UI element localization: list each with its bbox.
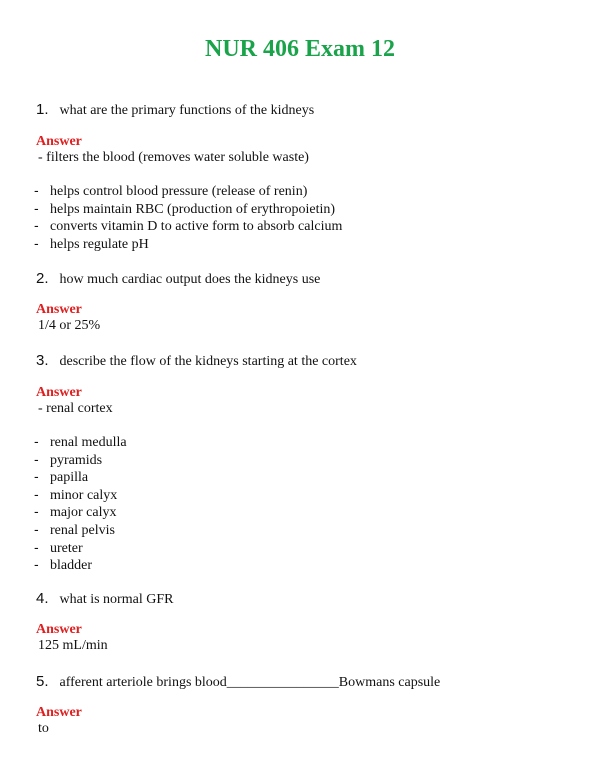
question-3: [36, 352, 357, 371]
question-2: [36, 270, 320, 289]
question-number: 1.: [36, 101, 49, 118]
list-item: - converts vitamin D to active form to absorb calcium: [34, 217, 343, 235]
question-text: afferent arteriole brings blood________________Bowmans capsule: [59, 675, 441, 690]
answer-text: 1/4 or 25%: [38, 318, 101, 333]
list-item: - helps maintain RBC (production of erythropoietin): [34, 199, 336, 217]
list-item: - ureter: [34, 538, 83, 556]
list-item: - renal medulla: [34, 433, 127, 450]
bullet-dash: -: [34, 433, 39, 449]
bullet-list: [34, 182, 342, 252]
bullet-dash: -: [34, 485, 39, 502]
answer-label: Answer: [36, 134, 82, 149]
list-item: - renal pelvis: [34, 520, 115, 538]
bullet-dash: -: [34, 503, 39, 520]
question-number: 4.: [36, 590, 49, 607]
question-5: [36, 673, 440, 692]
question-text: describe the flow of the kidneys starting at the cortex: [59, 354, 357, 369]
answer-label: Answer: [36, 302, 82, 317]
answer-label: Answer: [36, 385, 82, 400]
bullet-list: [34, 433, 127, 574]
bullet-dash: -: [34, 217, 39, 234]
bullet-dash: -: [34, 199, 39, 216]
question-number: 2.: [36, 270, 49, 287]
bullet-dash: -: [34, 520, 39, 537]
list-item: - helps regulate pH: [34, 234, 149, 252]
bullet-dash: -: [34, 556, 39, 573]
list-item: - pyramids: [34, 450, 103, 468]
question-text: what is normal GFR: [59, 592, 174, 607]
question-4: [36, 590, 173, 609]
answer-label: Answer: [36, 622, 82, 637]
answer-label: Answer: [36, 705, 82, 720]
question-number: 3.: [36, 352, 49, 369]
list-item: - major calyx: [34, 503, 117, 521]
question-number: 5.: [36, 673, 49, 690]
question-text: how much cardiac output does the kidneys use: [59, 272, 321, 287]
list-item: - papilla: [34, 468, 89, 486]
list-item: - bladder: [34, 556, 92, 574]
question-text: what are the primary functions of the kidneys: [59, 103, 315, 118]
bullet-dash: -: [34, 468, 39, 485]
list-item: - minor calyx: [34, 485, 118, 503]
answer-text: - filters the blood (removes water soluble waste): [38, 150, 309, 165]
page-title: NUR 406 Exam 12: [205, 36, 395, 62]
bullet-dash: -: [34, 234, 39, 251]
question-1: [36, 101, 314, 120]
bullet-dash: -: [34, 450, 39, 467]
bullet-dash: -: [34, 538, 39, 555]
answer-text: - renal cortex: [38, 401, 113, 416]
answer-text: 125 mL/min: [38, 638, 108, 653]
list-item: - helps control blood pressure (release of renin): [34, 182, 308, 199]
answer-text: to: [38, 721, 49, 736]
bullet-dash: -: [34, 182, 39, 198]
